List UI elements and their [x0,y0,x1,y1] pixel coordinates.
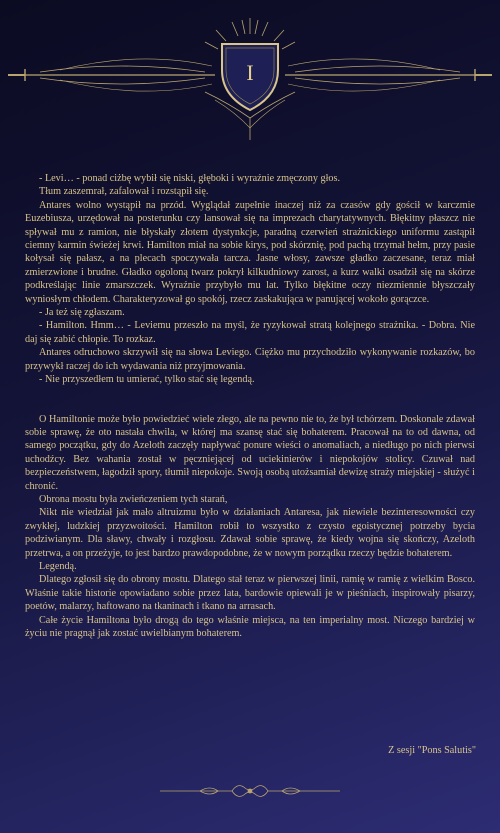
paragraph: - Levi… - ponad ciżbę wybił się niski, głęboki i wyraźnie zmęczony głos. [39,173,341,184]
paragraph: Nikt nie wiedział jak mało altruizmu było w działaniach Antaresa, jak niewiele bezinteresowności czy zwykłej, ludzkiej przyzwoitości. Hamilton robił to wszystko z czysto egoistycznej potrzeby bycia podziwianym. Dla sławy, chwały i rozgłosu. Zdawał sobie sprawę, że kiedy wojna się skończy, Azeloth przetrwa, a on przeżyje, to jest bardzo prawdopodobne, że w nowym porządku rzeczy będzie bohaterem. [25,507,475,559]
paragraph: - Ja też się zgłaszam. [39,307,125,319]
paragraph: Całe życie Hamiltona było drogą do tego właśnie miejsca, na ten imperialny most. Niczego bardziej w życiu nie pragnął jak zostać uwielbianym bohaterem. [25,614,475,639]
chapter-numeral: I [246,60,254,85]
paragraph: Tłum zaszemrał, zafalował i rozstąpił się. [39,186,209,198]
chapter-header [0,0,500,150]
footer-ornament [0,776,500,806]
story-text [25,172,475,640]
session-signature: Z sesji "Pons Salutis" [388,745,476,756]
paragraph: Legendą. [39,560,77,572]
paragraph: Dlatego zgłosił się do obrony mostu. Dlatego stał teraz w pierwszej linii, ramię w ramię z wielkim Bosco. Właśnie takie historie opowiadano sobie przez lata, bardowie opiewali je w pieśniach, inspirowały pisarzy, poetów, malarzy, haftowano na tkaninach i tkano na arrasach. [25,574,475,613]
paragraph: Antares wolno wystąpił na przód. Wyglądał zupełnie inaczej niż za czasów gdy gościł w karczmie Euzebiusza, urzędował na posterunku czy lansował się na imprezach charytatywnych. Błękitny płaszcz nie spływał mu z ramion, nie błyskały złotem dystynkcje, paradną czerwień strażnickiego uniformu zastąpił ciemny karmin świeżej krwi. Hamilton miał na sobie kirys, pod skórznię, pod pachą trzymał hełm, przy pasie kołysał się pałasz, a na plecach spoczywała tarcza. Jasne włosy, zawsze gładko zaczesane, teraz miał zmierzwione i brudne. Gładko ogoloną twarz pokrył kilkudniowy zarost, a kurz walki osadził się na skórze podkreślając linie zmarszczek. Wyraźnie przybyło mu lat. Tylko błękitne oczy niezmiennie błyszczały wyniosłym chłodem. Charakteryzował go spokój, rzecz zaskakująca w panującej wokoło gorączce. [25,199,475,305]
paragraph: O Hamiltonie może było powiedzieć wiele złego, ale na pewno nie to, że był tchórzem. Doskonale zdawał sobie sprawę, że oto nastała chwila, w której ma szansę stać się bohaterem. Pracował na to od dawna, od samego początku, gdy do Azeloth zaczęły napływać ponure wieści o anomaliach, a niedługo po nich pierwsi uchodźcy. Bez wahania został w pęczniejącej od uciekinierów i niepokojów stolicy. Czuwał nad bezpieczeństwem, łagodził spory, tłumił niepokoje. Swoją osobą utożsamiał dewizę straży miejskiej - służyć i chronić. [25,413,475,492]
paragraph: Obrona mostu była zwieńczeniem tych starań, [39,493,228,505]
paragraph: Antares odruchowo skrzywił się na słowa Leviego. Ciężko mu przychodziło wykonywanie rozkazów, bo przywykł raczej do ich wydawania niż przyjmowania. [25,347,475,372]
paragraph: - Nie przyszedłem tu umierać, tylko stać się legendą. [39,374,255,386]
paragraph: - Hamilton. Hmm… - Leviemu przeszło na myśl, że ryzykował stratą kolejnego strażnika. - Dobra. Nie daj się zabić chłopie. To rozkaz. [25,320,475,345]
flourish-divider-icon [0,776,500,806]
